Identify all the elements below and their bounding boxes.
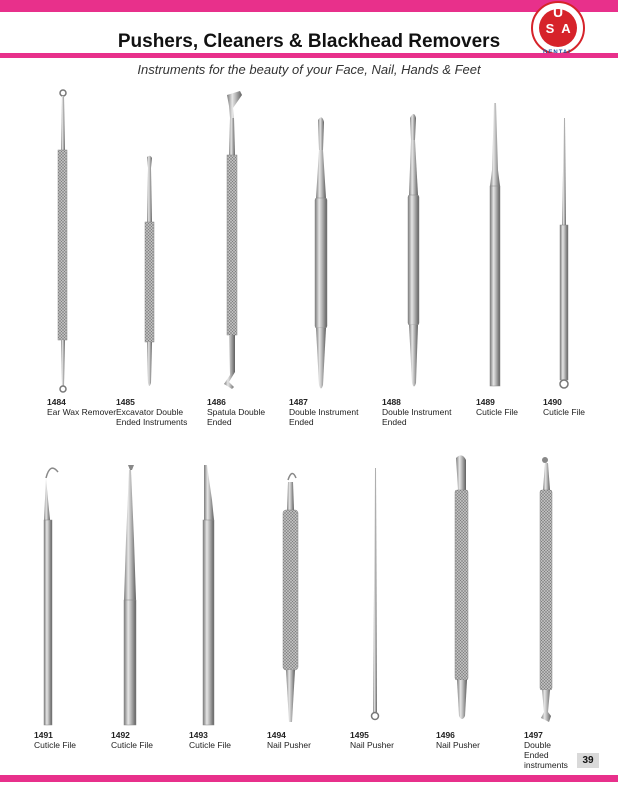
product-caption-1485 — [116, 397, 188, 427]
product-caption-1490 — [543, 397, 598, 417]
instrument-1492-image — [124, 465, 136, 725]
product-caption-1484 — [47, 397, 127, 417]
product-code: 1496 — [436, 730, 455, 740]
instrument-1496-image — [455, 455, 468, 719]
instrument-1489-image — [490, 103, 500, 386]
product-code: 1486 — [207, 397, 226, 407]
product-caption-1488 — [382, 397, 454, 427]
page-title: Pushers, Cleaners & Blackhead Removers — [117, 31, 501, 52]
product-name: Cuticle File — [34, 740, 77, 750]
product-code: 1488 — [382, 397, 401, 407]
product-code: 1487 — [289, 397, 308, 407]
product-name: Nail Pusher — [436, 740, 480, 750]
product-caption-1489 — [476, 397, 531, 417]
product-name: Cuticle File — [476, 407, 519, 417]
product-code: 1484 — [47, 397, 66, 407]
instrument-1485-image — [145, 156, 154, 386]
product-name: Nail Pusher — [267, 740, 311, 750]
logo-letter-a: A — [561, 21, 571, 36]
product-caption-1494 — [267, 730, 327, 750]
logo-letter-s: S — [545, 21, 555, 36]
page-subtitle: Instruments for the beauty of your Face, Nail, Hands & Feet — [137, 62, 481, 77]
product-name: Double Instrument Ended — [382, 407, 452, 427]
product-code: 1493 — [189, 730, 208, 740]
product-code: 1491 — [34, 730, 53, 740]
product-caption-1493 — [189, 730, 249, 750]
instrument-1490-image — [560, 118, 568, 388]
product-name: Spatula Double Ended — [207, 407, 266, 427]
product-caption-1492 — [111, 730, 171, 750]
product-name: Double Instrument Ended — [289, 407, 359, 427]
page-number: 39 — [577, 753, 599, 768]
product-name: Cuticle File — [189, 740, 232, 750]
instrument-1493-image — [203, 465, 214, 725]
instrument-1497-image — [540, 457, 552, 722]
product-code: 1492 — [111, 730, 130, 740]
product-caption-1496 — [436, 730, 496, 750]
instrument-1494-image — [283, 473, 298, 722]
instrument-1486-image — [224, 91, 242, 389]
product-name: Cuticle File — [111, 740, 154, 750]
logo-letter-u: U — [552, 4, 564, 20]
instrument-1491-image — [44, 468, 58, 725]
product-name: Ear Wax Remover — [47, 407, 117, 417]
product-caption-1491 — [34, 730, 94, 750]
product-caption-1497 — [524, 730, 574, 770]
product-name: Nail Pusher — [350, 740, 394, 750]
product-caption-1495 — [350, 730, 410, 750]
product-code: 1497 — [524, 730, 543, 740]
product-caption-1486 — [207, 397, 267, 427]
instrument-1488-image — [408, 114, 419, 387]
product-name: Cuticle File — [543, 407, 586, 417]
product-code: 1494 — [267, 730, 286, 740]
bottom-accent-bar — [0, 775, 618, 782]
product-caption-1487 — [289, 397, 361, 427]
instrument-1484-image — [58, 90, 67, 392]
instrument-1487-image — [315, 117, 327, 388]
product-code: 1489 — [476, 397, 495, 407]
product-code: 1485 — [116, 397, 135, 407]
instrument-1495-image — [372, 468, 379, 720]
product-name: Double Ended instruments — [524, 740, 568, 770]
product-code: 1490 — [543, 397, 562, 407]
product-code: 1495 — [350, 730, 369, 740]
product-name: Excavator Double Ended Instruments — [116, 407, 188, 427]
